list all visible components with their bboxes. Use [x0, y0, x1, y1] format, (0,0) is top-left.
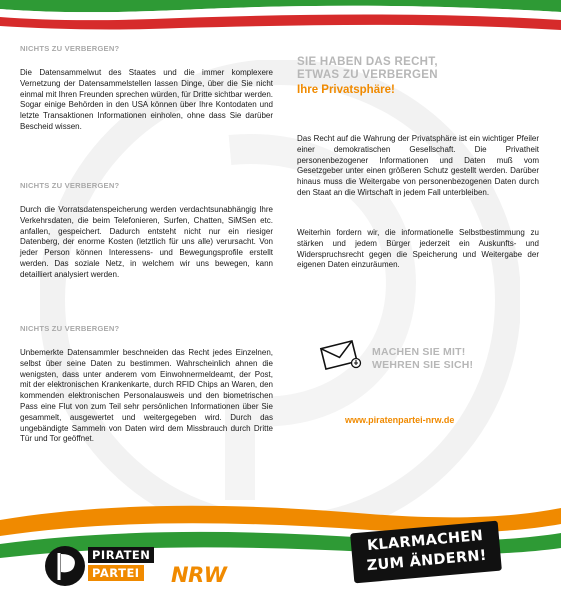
top-flag-wave: [0, 0, 561, 40]
logo-region: NRW: [171, 563, 227, 587]
cta-line-2: WEHREN SIE SICH!: [372, 359, 474, 371]
logo-line-2: PARTEI: [88, 565, 144, 581]
right-column: [297, 56, 539, 270]
section-heading: NICHTS ZU VERBERGEN?: [20, 44, 120, 53]
stamp-line-1: KLARMACHEN: [366, 528, 484, 555]
tagline-line-2: ETWAS ZU VERBERGEN: [297, 69, 438, 81]
section-2: [20, 181, 273, 281]
envelope-icon: [318, 338, 364, 372]
section-text: Unbemerkte Datensammler beschneiden das Recht jedes Einzelnen, selbst über seine Daten zu bestimmen. Wahrscheinlich ahnen die wenigsten, dass unter anderem vom Einwohnermeldeamt, der Post, mit der elektronischen Krankenkarte, durch RFID Chips an Waren, den kommenden elektronischen Personalausweis und den biometrischen Pass eine Flut von zum Teil sehr persönlichen Informationen über Sie gesammelt, ausgewertet und weitergegeben wird. Durch das ungebändigte Sammeln von Daten wird dem Missbrauch durch Dritte Tür und Tor geöffnet.: [20, 348, 273, 444]
section-text: Durch die Vorratsdatenspeicherung werden verdachtsunabhängig Ihre Verkehrsdaten, die beim Telefonieren, Surfen, Chatten, SiMSen etc. anfallen, gespeichert. Dadurch entsteht nicht nur ein riesiger Datenberg, der enorme Kosten (letztlich für uns alle) verursacht. Von jeder Person können Interessens- und Bewegungsprofile erstellt werden. Das soziale Netz, in welchem wir uns bewegen, kann detailliert analysiert werden.: [20, 205, 273, 279]
tagline-line-3: Ihre Privatsphäre!: [297, 84, 395, 96]
right-paragraph-2: Weiterhin fordern wir, die informationelle Selbstbestimmung zu stärken und jedem Bürger jederzeit ein Auskunfts- und Widerspruchsrecht gegen die Speicherung und Weitergabe der eigenen Daten einzuräumen.: [297, 228, 539, 270]
section-heading: NICHTS ZU VERBERGEN?: [20, 181, 120, 190]
stamp-line-2: ZUM ÄNDERN!: [366, 547, 488, 575]
call-to-action: [372, 346, 473, 372]
section-1: [20, 44, 273, 133]
right-paragraph-1: Das Recht auf die Wahrung der Privatsphäre ist ein wichtiger Pfeiler einer demokratischen Gesellschaft. Die Privatheit personenbezogener Informationen und Daten muß vom Gesetzgeber unter einen größeren Schutz gestellt werden. Darüber hinaus muss die Weitergabe von personenbezogenen Daten durch den Staat an die Wirtschaft in jedem Fall unterbleiben.: [297, 134, 539, 197]
section-text: Die Datensammelwut des Staates und die immer komplexere Vernetzung der Datensammelstellen lassen Dinge, über die Sie nicht einmal mit Ihren Freunden sprechen würden, für Dritte sichtbar werden. Sogar einige Behörden in den USA können über Ihre Kontodaten und letzte Transaktionen Informationen einholen, ohne dass Sie darüber Bescheid wissen.: [20, 68, 274, 131]
section-heading: NICHTS ZU VERBERGEN?: [20, 324, 120, 333]
cta-line-1: MACHEN SIE MIT!: [372, 346, 466, 358]
logo-line-1: PIRATEN: [88, 547, 154, 563]
website-link[interactable]: www.piratenpartei-nrw.de: [345, 415, 455, 425]
section-3: [20, 324, 273, 445]
pirate-sail-icon: [44, 545, 86, 587]
tagline-line-1: SIE HABEN DAS RECHT,: [297, 56, 438, 68]
piratenpartei-logo: [44, 545, 227, 587]
